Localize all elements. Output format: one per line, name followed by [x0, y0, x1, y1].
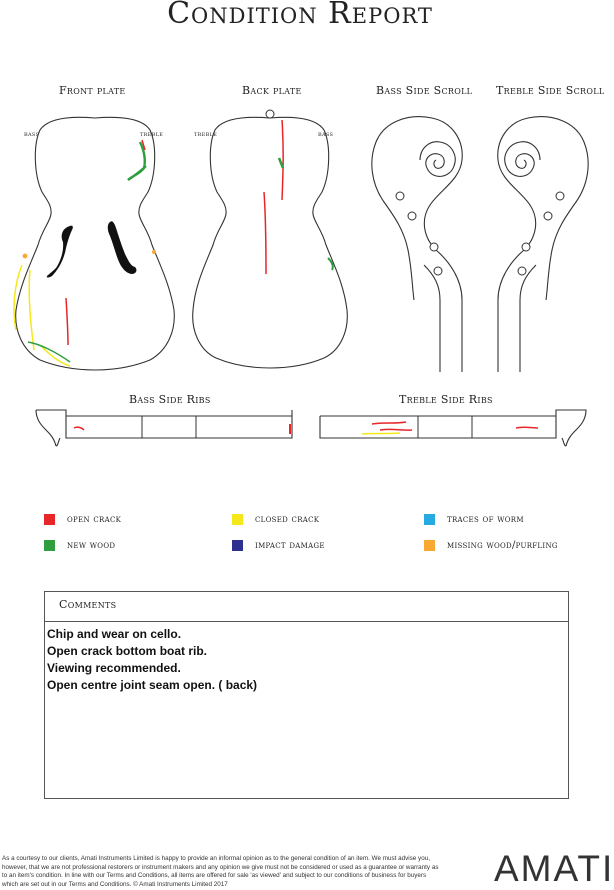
footer-disclaimer: As a courtesy to our clients, Amati Instruments Limited is happy to provide an informal opinion as to the general condition of an item. We must advise you, however, that we are not professional restorers or instrument makers and any opinion we give must not be considered or used as a guarantee or warranty as to an item's condition. In line with our Terms and Conditions, all items are offered for sale 'as viewed' and subject to our conditions of business for buyers which are set out in our Terms and Conditions. © Amati Instruments Limited 2017 [2, 855, 439, 888]
legend-swatch-red [44, 514, 55, 525]
bass-ribs-open-crack [74, 427, 84, 430]
legend-closed-crack: closed crack [232, 514, 319, 525]
legend-impact-damage: impact damage [232, 540, 325, 551]
treble-ribs-outline [320, 410, 586, 446]
front-plate-label: Front plate [59, 84, 126, 97]
comment-line: Open crack bottom boat rib. [47, 644, 208, 658]
back-treble-label: treble [194, 130, 218, 138]
back-plate-label: Back plate [242, 84, 302, 97]
brand-logo: AMATI [494, 848, 614, 889]
comments-heading: Comments [45, 592, 568, 622]
treble-ribs-open-crack-3 [516, 427, 538, 428]
legend-open-crack: open crack [44, 514, 121, 525]
comment-line: Open centre joint seam open. ( back) [47, 678, 258, 692]
bass-ribs-label: Bass Side Ribs [129, 393, 211, 406]
legend-swatch-green [44, 540, 55, 551]
comment-line: Chip and wear on cello. [47, 627, 182, 641]
front-treble-label: treble [140, 130, 164, 138]
comment-line: Viewing recommended. [47, 661, 181, 675]
legend-traces-of-worm: traces of worm [424, 514, 524, 525]
legend-swatch-navy [232, 540, 243, 551]
legend-swatch-orange [424, 540, 435, 551]
legend-new-wood: new wood [44, 540, 115, 551]
back-bass-label: bass [318, 130, 334, 138]
legend-missing-wood: missing wood/purfling [424, 540, 558, 551]
comments-list [45, 622, 568, 694]
report-title: Condition Report [167, 0, 433, 31]
treble-ribs-open-crack-2 [380, 429, 412, 430]
treble-ribs-label: Treble Side Ribs [399, 393, 493, 406]
front-bass-label: bass [24, 130, 40, 138]
bass-scroll-label: Bass Side Scroll [376, 84, 473, 97]
legend-swatch-blue [424, 514, 435, 525]
treble-ribs-closed-crack [362, 433, 400, 434]
comments-box [44, 591, 569, 799]
legend-swatch-yellow [232, 514, 243, 525]
treble-ribs-open-crack-1 [372, 422, 406, 424]
treble-scroll-label: Treble Side Scroll [496, 84, 605, 97]
